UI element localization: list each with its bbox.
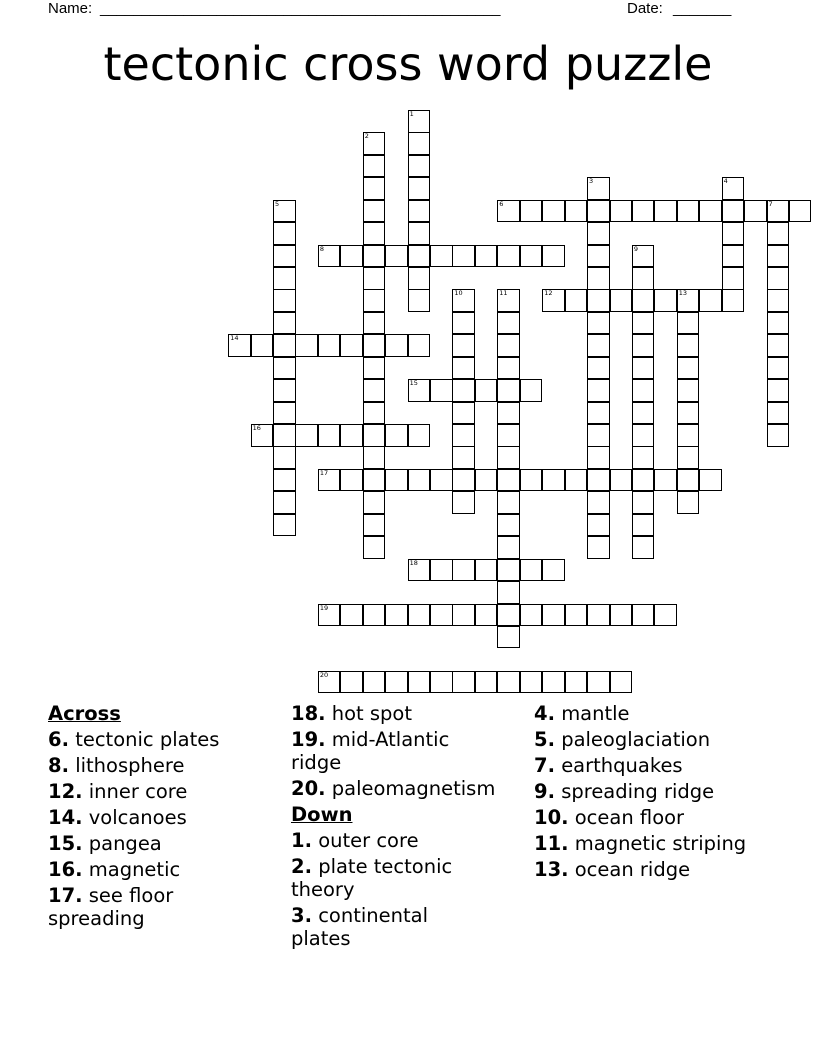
grid-cell[interactable]: [430, 379, 453, 402]
grid-cell[interactable]: [497, 446, 520, 469]
clue-column-2: [291, 702, 521, 953]
grid-cell[interactable]: [452, 334, 475, 357]
grid-cell[interactable]: [565, 604, 588, 627]
clue-number: 7: [768, 199, 773, 208]
grid-cell[interactable]: [452, 671, 475, 694]
grid-cell[interactable]: [789, 200, 812, 223]
grid-cell[interactable]: [273, 200, 296, 223]
clue-number: 2: [364, 132, 369, 141]
grid-cell[interactable]: [677, 379, 700, 402]
clue-number: 1: [409, 110, 414, 118]
grid-cell[interactable]: [497, 491, 520, 514]
grid-cell[interactable]: [497, 559, 520, 582]
grid-cell[interactable]: [408, 334, 431, 357]
grid-cell[interactable]: [497, 581, 520, 604]
grid-cell[interactable]: [452, 446, 475, 469]
grid-cell[interactable]: [408, 200, 431, 223]
grid-cell[interactable]: [677, 312, 700, 335]
grid-cell[interactable]: [565, 671, 588, 694]
grid-cell[interactable]: [430, 559, 453, 582]
grid-cell[interactable]: [497, 245, 520, 268]
date-field[interactable]: _______: [673, 0, 732, 17]
clue-number: 6: [499, 199, 504, 208]
clue-across-6: 6. tectonic plates: [48, 728, 220, 751]
grid-cell[interactable]: [632, 446, 655, 469]
grid-cell[interactable]: [699, 200, 722, 223]
grid-cell[interactable]: [542, 559, 565, 582]
clue-across-8: 8. lithosphere: [48, 754, 185, 777]
grid-cell[interactable]: [408, 267, 431, 290]
grid-cell[interactable]: [408, 671, 431, 694]
grid-cell[interactable]: [318, 245, 341, 268]
clue-down-3: 3. continental plates: [291, 904, 428, 950]
grid-cell[interactable]: [677, 289, 700, 312]
grid-cell[interactable]: [542, 289, 565, 312]
name-field[interactable]: ________________________________________________: [100, 0, 501, 17]
clue-across-20: 20. paleomagnetism: [291, 777, 496, 800]
grid-cell[interactable]: [587, 424, 610, 447]
grid-cell[interactable]: [251, 424, 274, 447]
grid-cell[interactable]: [654, 469, 677, 492]
grid-cell[interactable]: [452, 289, 475, 312]
clue-down-5: 5. paleoglaciation: [534, 728, 711, 751]
grid-cell[interactable]: [565, 200, 588, 223]
grid-cell[interactable]: [273, 446, 296, 469]
grid-cell[interactable]: [520, 604, 543, 627]
grid-cell[interactable]: [430, 671, 453, 694]
clue-number: 4: [723, 177, 728, 186]
grid-cell[interactable]: [497, 312, 520, 335]
grid-cell[interactable]: [497, 604, 520, 627]
clue-across-16: 16. magnetic: [48, 858, 181, 881]
clue-across-18: 18. hot spot: [291, 702, 412, 725]
grid-cell[interactable]: [452, 559, 475, 582]
grid-cell[interactable]: [677, 200, 700, 223]
clue-down-13: 13. ocean ridge: [534, 858, 691, 881]
grid-cell[interactable]: [610, 469, 633, 492]
grid-cell[interactable]: [587, 200, 610, 223]
clue-number: 19: [319, 603, 329, 612]
grid-cell[interactable]: [722, 200, 745, 223]
grid-cell[interactable]: [273, 424, 296, 447]
grid-cell[interactable]: [295, 424, 318, 447]
grid-cell[interactable]: [587, 222, 610, 245]
grid-cell[interactable]: [587, 312, 610, 335]
clue-number: 9: [633, 244, 639, 253]
grid-cell[interactable]: [273, 469, 296, 492]
clue-across-14: 14. volcanoes: [48, 806, 187, 829]
grid-cell[interactable]: [520, 379, 543, 402]
grid-cell[interactable]: [677, 402, 700, 425]
grid-cell[interactable]: [677, 334, 700, 357]
grid-cell[interactable]: [363, 222, 386, 245]
grid-cell[interactable]: [632, 469, 655, 492]
grid-cell[interactable]: [497, 357, 520, 380]
grid-cell[interactable]: [677, 424, 700, 447]
grid-cell[interactable]: [363, 200, 386, 223]
grid-cell[interactable]: [452, 357, 475, 380]
grid-cell[interactable]: [273, 379, 296, 402]
grid-cell[interactable]: [363, 402, 386, 425]
grid-cell[interactable]: [587, 379, 610, 402]
clue-down-2: 2. plate tectonic theory: [291, 855, 453, 901]
grid-cell[interactable]: [452, 424, 475, 447]
grid-cell[interactable]: [632, 312, 655, 335]
grid-cell[interactable]: [520, 245, 543, 268]
grid-cell[interactable]: [363, 446, 386, 469]
grid-cell[interactable]: [273, 402, 296, 425]
grid-cell[interactable]: [632, 514, 655, 537]
grid-cell[interactable]: [654, 604, 677, 627]
grid-cell[interactable]: [273, 222, 296, 245]
clue-column-1: [48, 702, 278, 933]
grid-cell[interactable]: [430, 245, 453, 268]
grid-cell[interactable]: [385, 469, 408, 492]
grid-cell[interactable]: [430, 604, 453, 627]
grid-cell[interactable]: [542, 245, 565, 268]
grid-cell[interactable]: [632, 357, 655, 380]
grid-cell[interactable]: [632, 245, 655, 268]
grid-cell[interactable]: [677, 446, 700, 469]
clue-down-4: 4. mantle: [534, 702, 630, 725]
grid-cell[interactable]: [632, 334, 655, 357]
grid-cell[interactable]: [408, 289, 431, 312]
grid-cell[interactable]: [385, 671, 408, 694]
grid-cell[interactable]: [363, 379, 386, 402]
grid-cell[interactable]: [497, 626, 520, 649]
grid-cell[interactable]: [587, 402, 610, 425]
grid-cell[interactable]: [408, 155, 431, 178]
grid-cell[interactable]: [587, 357, 610, 380]
grid-cell[interactable]: [340, 424, 363, 447]
grid-cell[interactable]: [632, 491, 655, 514]
grid-cell[interactable]: [497, 671, 520, 694]
clue-number: 5: [275, 199, 280, 208]
grid-cell[interactable]: [497, 334, 520, 357]
grid-cell[interactable]: [632, 424, 655, 447]
grid-cell[interactable]: [587, 469, 610, 492]
date-label: Date:: [627, 0, 663, 17]
grid-cell[interactable]: [273, 289, 296, 312]
grid-cell[interactable]: [318, 334, 341, 357]
grid-cell[interactable]: [452, 402, 475, 425]
grid-cell[interactable]: [273, 245, 296, 268]
grid-cell[interactable]: [363, 491, 386, 514]
grid-cell[interactable]: [340, 469, 363, 492]
grid-cell[interactable]: [452, 491, 475, 514]
grid-cell[interactable]: [699, 469, 722, 492]
puzzle-title: tectonic cross word puzzle: [103, 37, 713, 91]
grid-cell[interactable]: [295, 334, 318, 357]
grid-cell[interactable]: [273, 514, 296, 537]
grid-cell[interactable]: [408, 559, 431, 582]
grid-cell[interactable]: [632, 267, 655, 290]
grid-cell[interactable]: [363, 132, 386, 155]
grid-cell[interactable]: [408, 604, 431, 627]
grid-cell[interactable]: [475, 671, 498, 694]
grid-cell[interactable]: [385, 334, 408, 357]
grid-cell[interactable]: [677, 357, 700, 380]
clue-number: 14: [230, 334, 239, 343]
grid-cell[interactable]: [408, 469, 431, 492]
grid-cell[interactable]: [452, 379, 475, 402]
across-heading: Across: [48, 702, 121, 725]
grid-cell[interactable]: [363, 424, 386, 447]
clue-across-19: 19. mid-Atlantic ridge: [291, 728, 450, 774]
grid-cell[interactable]: [273, 312, 296, 335]
grid-cell[interactable]: [340, 604, 363, 627]
grid-cell[interactable]: [767, 245, 790, 268]
grid-cell[interactable]: [587, 267, 610, 290]
grid-cell[interactable]: [408, 222, 431, 245]
grid-cell[interactable]: [408, 177, 431, 200]
grid-cell[interactable]: [363, 245, 386, 268]
grid-cell[interactable]: [767, 424, 790, 447]
down-heading: Down: [291, 803, 353, 826]
grid-cell[interactable]: [497, 469, 520, 492]
grid-cell[interactable]: [497, 536, 520, 559]
grid-cell[interactable]: [610, 604, 633, 627]
clue-across-12: 12. inner core: [48, 780, 188, 803]
grid-cell[interactable]: [408, 110, 431, 133]
clue-down-11: 11. magnetic striping: [534, 832, 747, 855]
clue-across-17: 17. see floor spreading: [48, 884, 174, 930]
grid-cell[interactable]: [340, 334, 363, 357]
grid-cell[interactable]: [408, 245, 431, 268]
grid-cell[interactable]: [497, 402, 520, 425]
grid-cell[interactable]: [273, 357, 296, 380]
grid-cell[interactable]: [767, 267, 790, 290]
grid-cell[interactable]: [363, 267, 386, 290]
grid-cell[interactable]: [722, 267, 745, 290]
clue-down-9: 9. spreading ridge: [534, 780, 715, 803]
grid-cell[interactable]: [767, 289, 790, 312]
grid-cell[interactable]: [520, 559, 543, 582]
grid-cell[interactable]: [587, 177, 610, 200]
grid-cell[interactable]: [318, 469, 341, 492]
grid-cell[interactable]: [767, 402, 790, 425]
grid-cell[interactable]: [363, 604, 386, 627]
grid-cell[interactable]: [587, 604, 610, 627]
grid-cell[interactable]: [565, 289, 588, 312]
grid-cell[interactable]: [273, 491, 296, 514]
grid-cell[interactable]: [542, 604, 565, 627]
clue-down-7: 7. earthquakes: [534, 754, 683, 777]
grid-cell[interactable]: [699, 289, 722, 312]
clue-number: 18: [409, 558, 418, 567]
name-label: Name:: [48, 0, 93, 17]
grid-cell[interactable]: [520, 671, 543, 694]
grid-cell[interactable]: [587, 491, 610, 514]
grid-cell[interactable]: [767, 200, 790, 223]
grid-cell[interactable]: [587, 536, 610, 559]
grid-cell[interactable]: [542, 671, 565, 694]
grid-cell[interactable]: [273, 267, 296, 290]
grid-cell[interactable]: [587, 245, 610, 268]
grid-cell[interactable]: [767, 334, 790, 357]
grid-cell[interactable]: [542, 469, 565, 492]
grid-cell[interactable]: [610, 289, 633, 312]
grid-cell[interactable]: [767, 357, 790, 380]
grid-cell[interactable]: [722, 222, 745, 245]
grid-cell[interactable]: [632, 379, 655, 402]
grid-cell[interactable]: [475, 604, 498, 627]
grid-cell[interactable]: [475, 469, 498, 492]
grid-cell[interactable]: [587, 334, 610, 357]
grid-cell[interactable]: [610, 671, 633, 694]
grid-cell[interactable]: [722, 245, 745, 268]
grid-cell[interactable]: [273, 334, 296, 357]
grid-cell[interactable]: [722, 177, 745, 200]
grid-cell[interactable]: [654, 289, 677, 312]
clue-column-3: [534, 702, 784, 884]
clue-number: 20: [319, 670, 329, 679]
grid-cell[interactable]: [722, 289, 745, 312]
grid-cell[interactable]: [340, 245, 363, 268]
clue-number: 8: [319, 244, 325, 253]
grid-cell[interactable]: [408, 424, 431, 447]
grid-cell[interactable]: [497, 200, 520, 223]
grid-cell[interactable]: [452, 312, 475, 335]
grid-cell[interactable]: [632, 604, 655, 627]
grid-cell[interactable]: [363, 155, 386, 178]
clue-number: 11: [499, 289, 508, 298]
grid-cell[interactable]: [408, 379, 431, 402]
grid-cell[interactable]: [452, 469, 475, 492]
grid-cell[interactable]: [767, 312, 790, 335]
clue-number: 13: [678, 289, 688, 298]
grid-cell[interactable]: [520, 469, 543, 492]
grid-cell[interactable]: [632, 289, 655, 312]
clue-down-10: 10. ocean floor: [534, 806, 685, 829]
grid-cell[interactable]: [542, 200, 565, 223]
grid-cell[interactable]: [497, 379, 520, 402]
grid-cell[interactable]: [363, 177, 386, 200]
grid-cell[interactable]: [654, 200, 677, 223]
grid-cell[interactable]: [475, 379, 498, 402]
clue-number: 17: [319, 468, 329, 477]
grid-cell[interactable]: [632, 402, 655, 425]
grid-cell[interactable]: [340, 671, 363, 694]
grid-cell[interactable]: [452, 245, 475, 268]
grid-cell[interactable]: [251, 334, 274, 357]
grid-cell[interactable]: [363, 536, 386, 559]
grid-cell[interactable]: [565, 469, 588, 492]
grid-cell[interactable]: [610, 200, 633, 223]
clue-number: 15: [409, 379, 418, 388]
grid-cell[interactable]: [632, 200, 655, 223]
clue-number: 3: [589, 177, 594, 186]
grid-cell[interactable]: [363, 334, 386, 357]
grid-cell[interactable]: [318, 604, 341, 627]
clue-number: 16: [252, 424, 261, 432]
grid-cell[interactable]: [385, 424, 408, 447]
grid-cell[interactable]: [363, 289, 386, 312]
clue-down-1: 1. outer core: [291, 829, 419, 852]
grid-cell[interactable]: [363, 357, 386, 380]
grid-cell[interactable]: [363, 671, 386, 694]
grid-cell[interactable]: [587, 514, 610, 537]
grid-cell[interactable]: [587, 671, 610, 694]
grid-cell[interactable]: [363, 514, 386, 537]
grid-cell[interactable]: [228, 334, 251, 357]
grid-cell[interactable]: [318, 671, 341, 694]
grid-cell[interactable]: [497, 514, 520, 537]
clue-across-15: 15. pangea: [48, 832, 162, 855]
grid-cell[interactable]: [430, 469, 453, 492]
grid-cell[interactable]: [452, 604, 475, 627]
grid-cell[interactable]: [497, 289, 520, 312]
clue-number: 10: [454, 289, 463, 298]
grid-cell[interactable]: [497, 424, 520, 447]
grid-cell[interactable]: [363, 469, 386, 492]
grid-cell[interactable]: [385, 245, 408, 268]
grid-cell[interactable]: [587, 446, 610, 469]
grid-cell[interactable]: [385, 604, 408, 627]
grid-cell[interactable]: [363, 312, 386, 335]
grid-cell[interactable]: [632, 536, 655, 559]
grid-cell[interactable]: [318, 424, 341, 447]
grid-cell[interactable]: [767, 379, 790, 402]
grid-cell[interactable]: [677, 491, 700, 514]
grid-cell[interactable]: [475, 559, 498, 582]
grid-cell[interactable]: [520, 200, 543, 223]
grid-cell[interactable]: [475, 245, 498, 268]
grid-cell[interactable]: [587, 289, 610, 312]
grid-cell[interactable]: [677, 469, 700, 492]
grid-cell[interactable]: [744, 200, 767, 223]
grid-cell[interactable]: [767, 222, 790, 245]
clue-number: 12: [544, 289, 553, 298]
grid-cell[interactable]: [408, 132, 431, 155]
